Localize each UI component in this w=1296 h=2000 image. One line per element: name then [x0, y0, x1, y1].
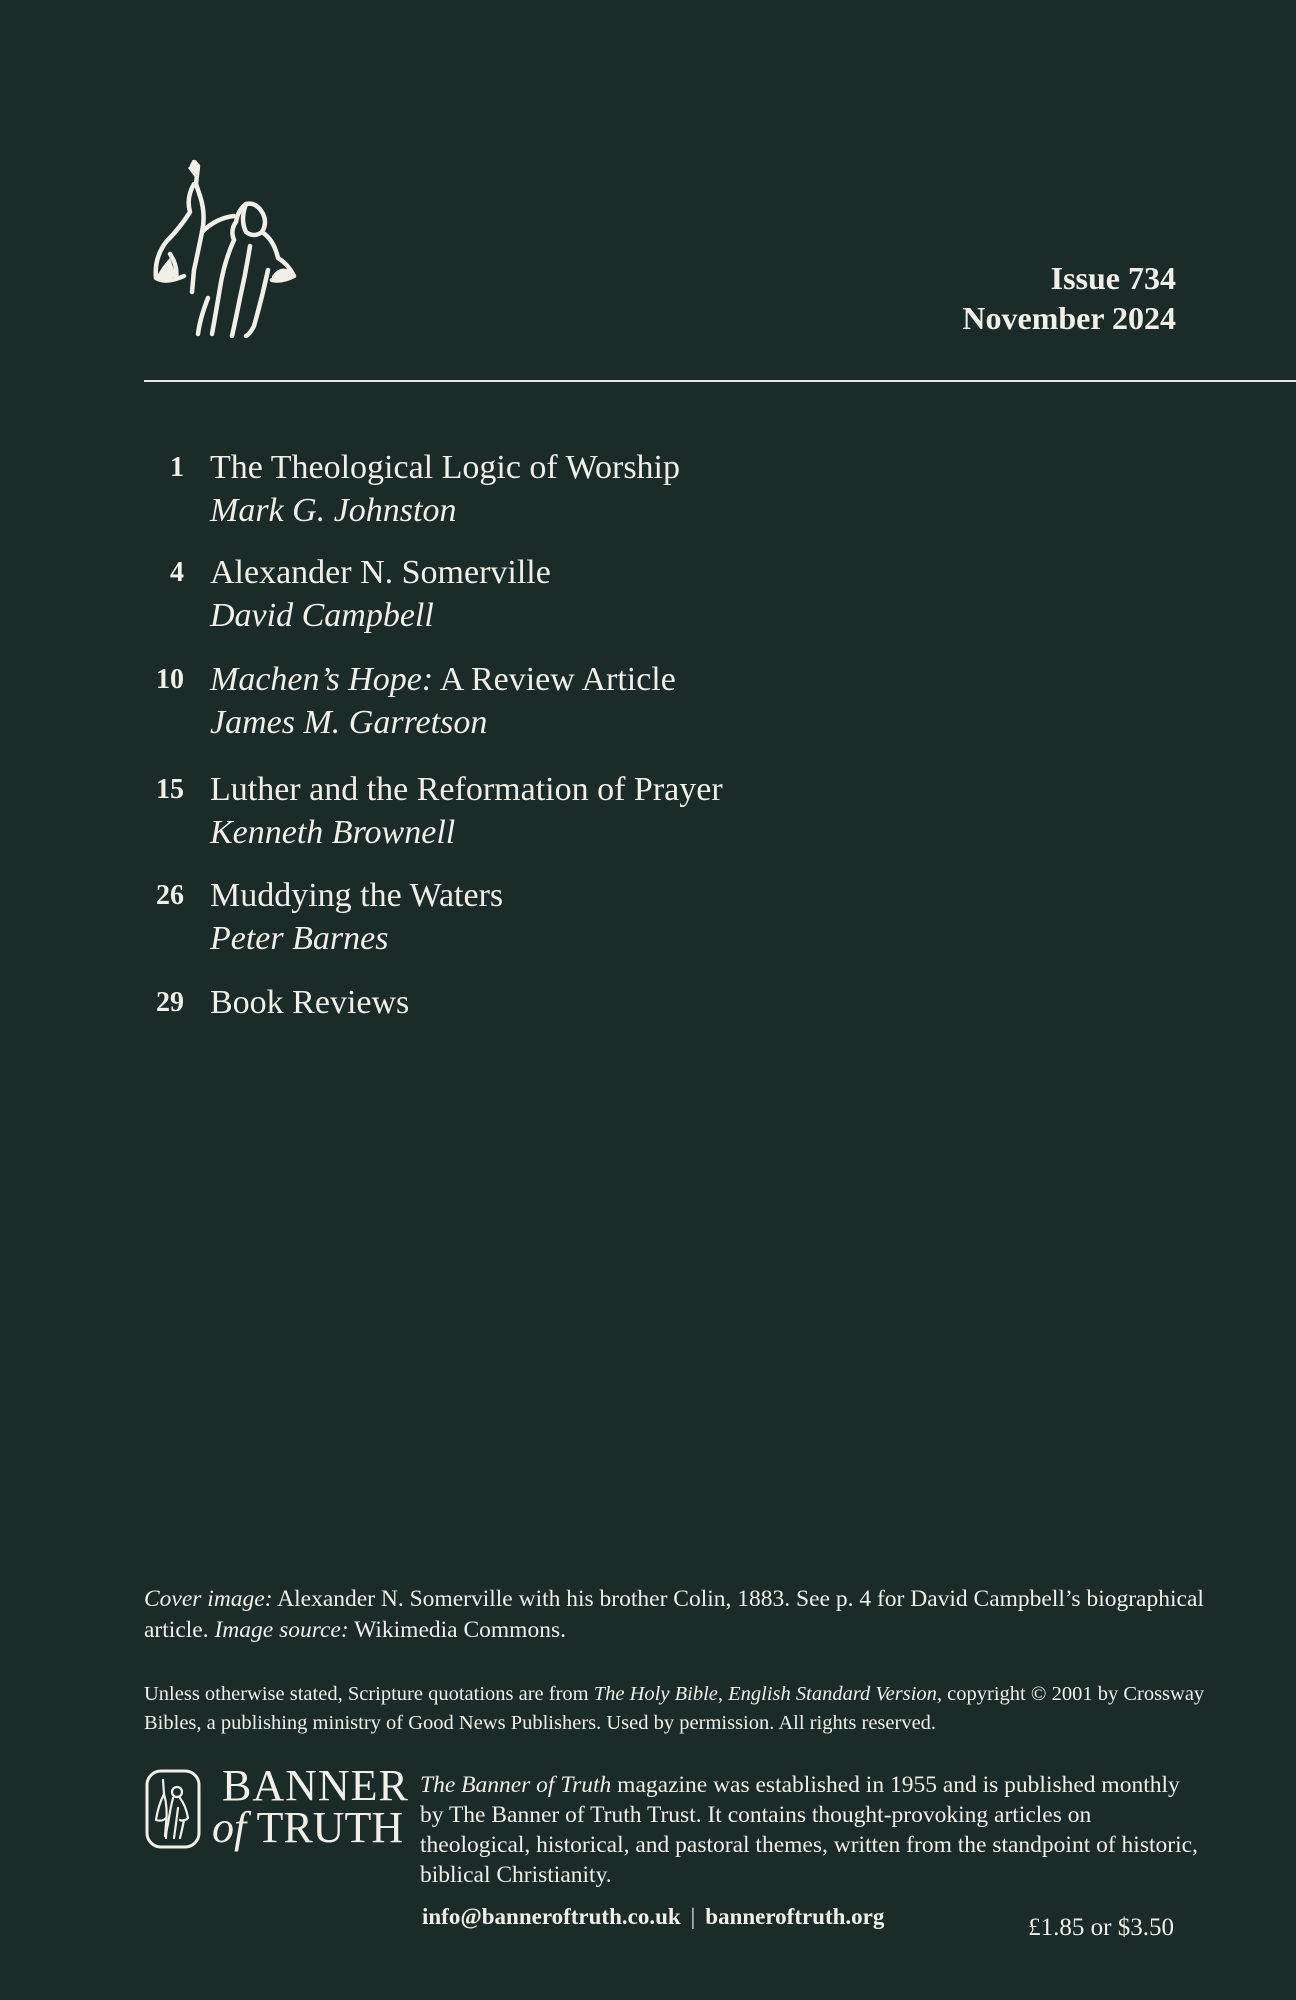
toc-entry[interactable] — [144, 658, 1044, 768]
toc-page-number: 4 — [170, 557, 184, 588]
brand-wordmark-of: of — [212, 1803, 247, 1852]
scripture-notice — [144, 1680, 1214, 1738]
toc-author: James M. Garretson — [210, 704, 488, 741]
toc-title: Muddying the Waters — [210, 877, 504, 914]
toc-author: Peter Barnes — [210, 920, 389, 957]
scripture-notice-rest: copyright © 2001 by Crossway Bibles, a publishing ministry of Good News Publishers. Used by permission. All rights reserved. — [144, 1683, 1205, 1734]
toc-entry[interactable] — [144, 981, 1044, 1031]
header-divider — [144, 380, 1296, 382]
toc-title-italic: Machen’s Hope: — [210, 661, 434, 698]
bible-version-title: The Holy Bible, English Standard Version, — [593, 1683, 943, 1705]
contact-separator: | — [690, 1904, 696, 1929]
issue-date: November 2024 — [962, 300, 1176, 336]
toc-page-number: 10 — [156, 664, 184, 695]
table-of-contents — [144, 446, 1044, 1031]
brand-wordmark-banner: BANNER — [222, 1761, 409, 1810]
toc-author: David Campbell — [210, 597, 434, 634]
about-magazine — [420, 1770, 1200, 1890]
toc-title-rest: A Review Article — [433, 661, 676, 698]
about-text: magazine was established in 1955 and is published monthly by The Banner of Truth Trust. It contains thought-provoking articles on theological, historical, and pastoral themes, written from the standpoint of historic, biblical Christianity. — [420, 1772, 1198, 1888]
brand-wordmark-of-truth — [212, 1804, 403, 1852]
toc-title: Luther and the Reformation of Prayer — [210, 771, 723, 808]
toc-entry[interactable] — [144, 551, 1044, 658]
cover-image-text: Alexander N. Somerville with his brother Colin, 1883. See p. 4 for David Campbell’s biographical article. — [144, 1586, 1204, 1643]
issue-number: Issue 734 — [1050, 260, 1176, 296]
toc-page-number: 15 — [156, 774, 184, 805]
toc-author: Kenneth Brownell — [210, 814, 456, 851]
toc-entry[interactable] — [144, 768, 1044, 874]
toc-title: The Theological Logic of Worship — [210, 449, 681, 486]
preacher-figure-icon — [150, 158, 300, 338]
toc-page-number: 29 — [156, 987, 184, 1018]
toc-entry[interactable] — [144, 874, 1044, 981]
image-source-text: Wikimedia Commons. — [348, 1617, 566, 1643]
magazine-title: The Banner of Truth — [420, 1772, 612, 1798]
toc-title — [210, 658, 676, 701]
banner-of-truth-logo-icon — [144, 1768, 202, 1850]
website-link[interactable]: banneroftruth.org — [705, 1904, 885, 1929]
toc-title: Alexander N. Somerville — [210, 554, 551, 591]
toc-page-number: 1 — [170, 452, 184, 483]
scripture-notice-text: Unless otherwise stated, Scripture quotations are from — [144, 1683, 594, 1705]
toc-entry[interactable] — [144, 446, 1044, 551]
brand-wordmark-truth: TRUTH — [256, 1803, 404, 1852]
email-link[interactable]: info@banneroftruth.co.uk — [422, 1904, 681, 1929]
image-source-label: Image source: — [214, 1617, 349, 1643]
issue-info — [962, 258, 1176, 338]
cover-image-label: Cover image: — [144, 1586, 273, 1612]
cover-image-credit — [144, 1584, 1204, 1646]
price: £1.85 or $3.50 — [1028, 1914, 1174, 1941]
toc-page-number: 26 — [156, 880, 184, 911]
toc-author: Mark G. Johnston — [210, 492, 457, 529]
toc-title: Book Reviews — [210, 984, 410, 1021]
contact-info — [422, 1904, 884, 1930]
